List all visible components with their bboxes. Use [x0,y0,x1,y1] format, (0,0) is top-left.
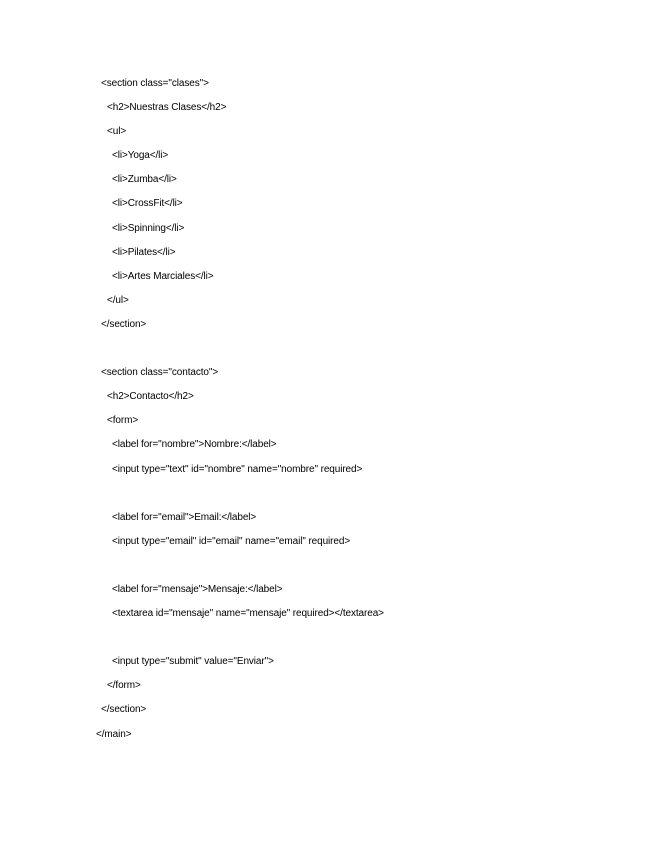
code-block [0,72,655,747]
code-line-5 [0,168,655,192]
code-text: </section> [101,318,147,330]
code-text: <label for="email">Email:</label> [112,511,257,523]
code-text: <h2>Contacto</h2> [107,391,194,403]
code-line-3 [0,120,655,144]
code-line-16 [0,433,655,457]
code-line-25 [0,650,655,674]
code-text: <section class="contacto"> [101,367,219,379]
code-line-27 [0,698,655,722]
code-line-17 [0,458,655,482]
code-line-1 [0,72,655,96]
code-text: <li>Pilates</li> [112,246,176,258]
code-line-14 [0,385,655,409]
code-text: <li>Artes Marciales</li> [112,270,214,282]
code-text: <li>Yoga</li> [112,150,169,162]
code-line-24 [0,626,655,650]
code-text: <input type="submit" value="Enviar"> [112,656,274,668]
code-text: <section class="clases"> [101,78,209,89]
code-text: <label for="mensaje">Mensaje:</label> [112,583,283,595]
code-line-28 [0,723,655,747]
code-line-15 [0,409,655,433]
code-line-6 [0,192,655,216]
code-text: <h2>Nuestras Clases</h2> [107,102,227,114]
code-line-10 [0,289,655,313]
code-text: <li>Zumba</li> [112,174,177,186]
code-text: <li>Spinning</li> [112,222,185,234]
code-text: <li>CrossFit</li> [112,198,183,210]
code-text: </form> [107,680,141,692]
code-text: <textarea id="mensaje" name="mensaje" required></textarea> [112,608,384,620]
code-line-21 [0,554,655,578]
code-line-18 [0,482,655,506]
code-line-20 [0,530,655,554]
code-line-23 [0,602,655,626]
code-line-7 [0,217,655,241]
code-line-22 [0,578,655,602]
code-text: <input type="text" id="nombre" name="nombre" required> [112,463,363,475]
code-text: <label for="nombre">Nombre:</label> [112,439,277,451]
code-line-4 [0,144,655,168]
code-text: <ul> [107,126,127,138]
code-line-19 [0,506,655,530]
code-text: <input type="email" id="email" name="email" required> [112,535,351,547]
code-line-26 [0,674,655,698]
code-line-9 [0,265,655,289]
code-line-12 [0,337,655,361]
code-line-11 [0,313,655,337]
code-line-8 [0,241,655,265]
code-text: </section> [101,704,147,716]
code-line-2 [0,96,655,120]
code-line-13 [0,361,655,385]
code-text: </ul> [107,294,129,306]
code-text: </main> [96,728,132,740]
code-text: <form> [107,415,139,427]
